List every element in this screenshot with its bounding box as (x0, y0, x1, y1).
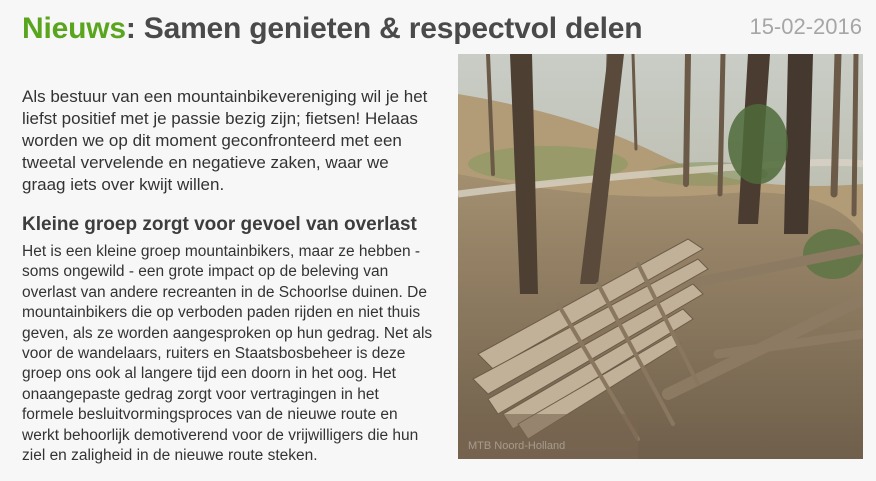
body-paragraph: Het is een kleine groep mountainbikers, maar ze hebben - soms ongewild - een grote impact op de beleving van overlast van andere recreanten in de Schoorlse duinen. De mountainbikers die op verboden paden rijden en niet thuis geven, als ze worden aangesproken op hun gedrag. Net als voor de wandelaars, ruiters en Staatsbosbeheer is deze groep ons ook al langere tijd een doorn in het oog. Het onaangepaste gedrag zorgt voor vertragingen in het formele besluitvormingsproces van de nieuwe route en werkt behoorlijk demotiverend voor de vrijwilligers die hun ziel en zaligheid in de nieuwe route steken. (22, 243, 433, 465)
page-title (22, 12, 642, 46)
intro-paragraph: Als bestuur van een mountainbikevereniging wil je het liefst positief met je passie bezig zijn; fietsen! Helaas worden we op dit moment geconfronteerd met een tweetal vervelende en negatieve zaken, waar we graag iets over kwijt willen. (22, 87, 428, 194)
publish-date: 15-02-2016 (749, 14, 862, 39)
section-label[interactable]: Nieuws (22, 12, 126, 45)
photo-watermark: MTB Noord-Holland (468, 440, 566, 452)
article-subheading: Kleine groep zorgt voor gevoel van overlast (22, 214, 417, 235)
title-text: : Samen genieten & respectvol delen (125, 12, 643, 45)
article-content (22, 86, 434, 466)
forest-illustration (458, 54, 863, 459)
article-photo (458, 54, 863, 459)
